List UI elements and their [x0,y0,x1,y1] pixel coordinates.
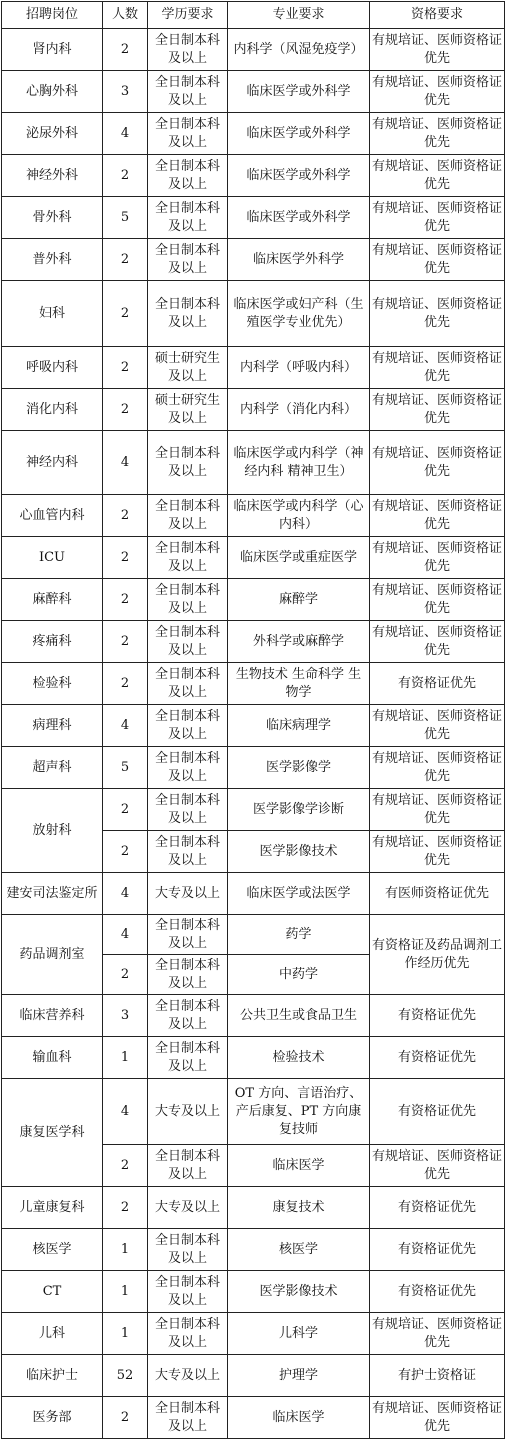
education-cell: 全日制本科及以上 [148,71,228,113]
major-cell: 麻醉学 [228,579,370,621]
count-cell: 4 [103,705,148,747]
count-cell: 2 [103,155,148,197]
table-row [2,663,505,705]
count-cell: 2 [103,537,148,579]
post-cell: 临床护士 [2,1355,103,1397]
table-row [2,113,505,155]
table-row [2,197,505,239]
education-cell: 全日制本科及以上 [148,431,228,495]
count-cell: 2 [103,955,148,995]
post-cell: 核医学 [2,1229,103,1271]
count-cell: 3 [103,995,148,1037]
qualification-cell: 有规培证、医师资格证优先 [370,621,505,663]
count-cell: 5 [103,747,148,789]
major-cell: 儿科学 [228,1313,370,1355]
education-cell: 全日制本科及以上 [148,281,228,347]
count-cell: 2 [103,831,148,873]
post-cell: 医务部 [2,1397,103,1439]
table-row [2,789,505,831]
count-cell: 2 [103,789,148,831]
table-row [2,1187,505,1229]
table-row [2,747,505,789]
count-cell: 2 [103,239,148,281]
major-cell: 生物技术 生命科学 生物学 [228,663,370,705]
post-cell: 消化内科 [2,389,103,431]
table-row [2,1271,505,1313]
table-row [2,155,505,197]
qualification-cell: 有资格证及药品调剂工作经历优先 [370,915,505,995]
qualification-cell: 有规培证、医师资格证优先 [370,537,505,579]
qualification-cell: 有规培证、医师资格证优先 [370,579,505,621]
count-cell: 2 [103,29,148,71]
count-cell: 1 [103,1229,148,1271]
header-post: 招聘岗位 [2,2,103,29]
education-cell: 全日制本科及以上 [148,747,228,789]
qualification-cell: 有规培证、医师资格证优先 [370,347,505,389]
post-cell: 呼吸内科 [2,347,103,389]
education-cell: 大专及以上 [148,1079,228,1145]
count-cell: 4 [103,431,148,495]
count-cell: 1 [103,1271,148,1313]
major-cell: 康复技术 [228,1187,370,1229]
post-cell: 超声科 [2,747,103,789]
major-cell: 护理学 [228,1355,370,1397]
education-cell: 全日制本科及以上 [148,155,228,197]
qualification-cell: 有规培证、医师资格证优先 [370,431,505,495]
qualification-cell: 有规培证、医师资格证优先 [370,747,505,789]
post-cell: 普外科 [2,239,103,281]
table-row [2,873,505,915]
count-cell: 4 [103,1079,148,1145]
count-cell: 2 [103,1145,148,1187]
count-cell: 2 [103,1397,148,1439]
major-cell: 临床医学外科学 [228,239,370,281]
qualification-cell: 有资格证优先 [370,1037,505,1079]
post-cell: 肾内科 [2,29,103,71]
header-major: 专业要求 [228,2,370,29]
major-cell: 医学影像技术 [228,1271,370,1313]
post-cell: 骨外科 [2,197,103,239]
major-cell: 临床医学或法医学 [228,873,370,915]
major-cell: 外科学或麻醉学 [228,621,370,663]
table-row [2,1355,505,1397]
education-cell: 全日制本科及以上 [148,831,228,873]
table-row [2,915,505,955]
table-row [2,431,505,495]
qualification-cell: 有规培证、医师资格证优先 [370,1313,505,1355]
post-cell: 心胸外科 [2,71,103,113]
major-cell: 药学 [228,915,370,955]
table-row [2,281,505,347]
education-cell: 全日制本科及以上 [148,955,228,995]
count-cell: 2 [103,621,148,663]
post-cell: 神经内科 [2,431,103,495]
education-cell: 全日制本科及以上 [148,1229,228,1271]
education-cell: 全日制本科及以上 [148,1037,228,1079]
count-cell: 1 [103,1037,148,1079]
qualification-cell: 有规培证、医师资格证优先 [370,197,505,239]
education-cell: 全日制本科及以上 [148,495,228,537]
table-row [2,1037,505,1079]
major-cell: 公共卫生或食品卫生 [228,995,370,1037]
count-cell: 4 [103,873,148,915]
post-cell: 儿童康复科 [2,1187,103,1229]
qualification-cell: 有资格证优先 [370,663,505,705]
education-cell: 硕士研究生及以上 [148,347,228,389]
qualification-cell: 有资格证优先 [370,1079,505,1145]
qualification-cell: 有资格证优先 [370,1229,505,1271]
count-cell: 5 [103,197,148,239]
post-cell: 建安司法鉴定所 [2,873,103,915]
major-cell: 内科学（消化内科） [228,389,370,431]
count-cell: 2 [103,347,148,389]
post-cell: 检验科 [2,663,103,705]
qualification-cell: 有医师资格证优先 [370,873,505,915]
header-row [2,2,505,29]
major-cell: 医学影像学诊断 [228,789,370,831]
education-cell: 全日制本科及以上 [148,113,228,155]
table-row [2,71,505,113]
qualification-cell: 有规培证、医师资格证优先 [370,281,505,347]
education-cell: 硕士研究生及以上 [148,389,228,431]
post-cell: 康复医学科 [2,1079,103,1187]
qualification-cell: 有规培证、医师资格证优先 [370,789,505,831]
count-cell: 2 [103,495,148,537]
major-cell: 临床医学 [228,1397,370,1439]
education-cell: 全日制本科及以上 [148,239,228,281]
table-row [2,537,505,579]
major-cell: 临床医学或内科学（心内科） [228,495,370,537]
qualification-cell: 有规培证、医师资格证优先 [370,831,505,873]
education-cell: 大专及以上 [148,1187,228,1229]
major-cell: 医学影像学 [228,747,370,789]
major-cell: 临床医学或外科学 [228,155,370,197]
education-cell: 全日制本科及以上 [148,1271,228,1313]
table-row [2,1229,505,1271]
table-row [2,389,505,431]
table-row [2,1079,505,1145]
count-cell: 3 [103,71,148,113]
post-cell: CT [2,1271,103,1313]
major-cell: 内科学（呼吸内科） [228,347,370,389]
post-cell: 病理科 [2,705,103,747]
post-cell: 药品调剂室 [2,915,103,995]
table-row [2,579,505,621]
major-cell: 内科学（风湿免疫学） [228,29,370,71]
major-cell: 临床医学 [228,1145,370,1187]
qualification-cell: 有护士资格证 [370,1355,505,1397]
count-cell: 1 [103,1313,148,1355]
education-cell: 全日制本科及以上 [148,579,228,621]
major-cell: 核医学 [228,1229,370,1271]
table-row [2,495,505,537]
count-cell: 2 [103,1187,148,1229]
post-cell: 妇科 [2,281,103,347]
table-row [2,1313,505,1355]
table-row [2,705,505,747]
major-cell: OT 方向、言语治疗、产后康复、PT 方向康复技师 [228,1079,370,1145]
count-cell: 2 [103,579,148,621]
post-cell: 麻醉科 [2,579,103,621]
education-cell: 全日制本科及以上 [148,705,228,747]
qualification-cell: 有规培证、医师资格证优先 [370,71,505,113]
qualification-cell: 有规培证、医师资格证优先 [370,29,505,71]
qualification-cell: 有规培证、医师资格证优先 [370,389,505,431]
major-cell: 检验技术 [228,1037,370,1079]
education-cell: 全日制本科及以上 [148,789,228,831]
count-cell: 4 [103,113,148,155]
table-row [2,29,505,71]
recruitment-table [1,1,505,1439]
qualification-cell: 有规培证、医师资格证优先 [370,495,505,537]
qualification-cell: 有规培证、医师资格证优先 [370,705,505,747]
count-cell: 52 [103,1355,148,1397]
post-cell: 疼痛科 [2,621,103,663]
qualification-cell: 有规培证、医师资格证优先 [370,1397,505,1439]
qualification-cell: 有规培证、医师资格证优先 [370,1145,505,1187]
table-row [2,1397,505,1439]
education-cell: 全日制本科及以上 [148,29,228,71]
education-cell: 全日制本科及以上 [148,1313,228,1355]
education-cell: 全日制本科及以上 [148,197,228,239]
education-cell: 大专及以上 [148,873,228,915]
major-cell: 临床医学或外科学 [228,197,370,239]
post-cell: ICU [2,537,103,579]
major-cell: 临床病理学 [228,705,370,747]
count-cell: 2 [103,663,148,705]
education-cell: 全日制本科及以上 [148,1397,228,1439]
table-row [2,995,505,1037]
major-cell: 中药学 [228,955,370,995]
table-row [2,239,505,281]
major-cell: 临床医学或妇产科（生殖医学专业优先） [228,281,370,347]
post-cell: 放射科 [2,789,103,873]
qualification-cell: 有资格证优先 [370,1187,505,1229]
education-cell: 全日制本科及以上 [148,663,228,705]
major-cell: 临床医学或外科学 [228,71,370,113]
post-cell: 神经外科 [2,155,103,197]
qualification-cell: 有资格证优先 [370,1271,505,1313]
qualification-cell: 有规培证、医师资格证优先 [370,239,505,281]
header-qualification: 资格要求 [370,2,505,29]
post-cell: 临床营养科 [2,995,103,1037]
major-cell: 医学影像技术 [228,831,370,873]
major-cell: 临床医学或重症医学 [228,537,370,579]
education-cell: 全日制本科及以上 [148,995,228,1037]
education-cell: 全日制本科及以上 [148,621,228,663]
header-count: 人数 [103,2,148,29]
table-row [2,621,505,663]
post-cell: 输血科 [2,1037,103,1079]
table-row [2,347,505,389]
major-cell: 临床医学或外科学 [228,113,370,155]
qualification-cell: 有规培证、医师资格证优先 [370,155,505,197]
qualification-cell: 有资格证优先 [370,995,505,1037]
count-cell: 4 [103,915,148,955]
post-cell: 泌尿外科 [2,113,103,155]
post-cell: 心血管内科 [2,495,103,537]
header-education: 学历要求 [148,2,228,29]
qualification-cell: 有规培证、医师资格证优先 [370,113,505,155]
education-cell: 全日制本科及以上 [148,537,228,579]
major-cell: 临床医学或内科学（神经内科 精神卫生） [228,431,370,495]
count-cell: 2 [103,389,148,431]
education-cell: 全日制本科及以上 [148,1145,228,1187]
post-cell: 儿科 [2,1313,103,1355]
education-cell: 全日制本科及以上 [148,915,228,955]
count-cell: 2 [103,281,148,347]
education-cell: 大专及以上 [148,1355,228,1397]
